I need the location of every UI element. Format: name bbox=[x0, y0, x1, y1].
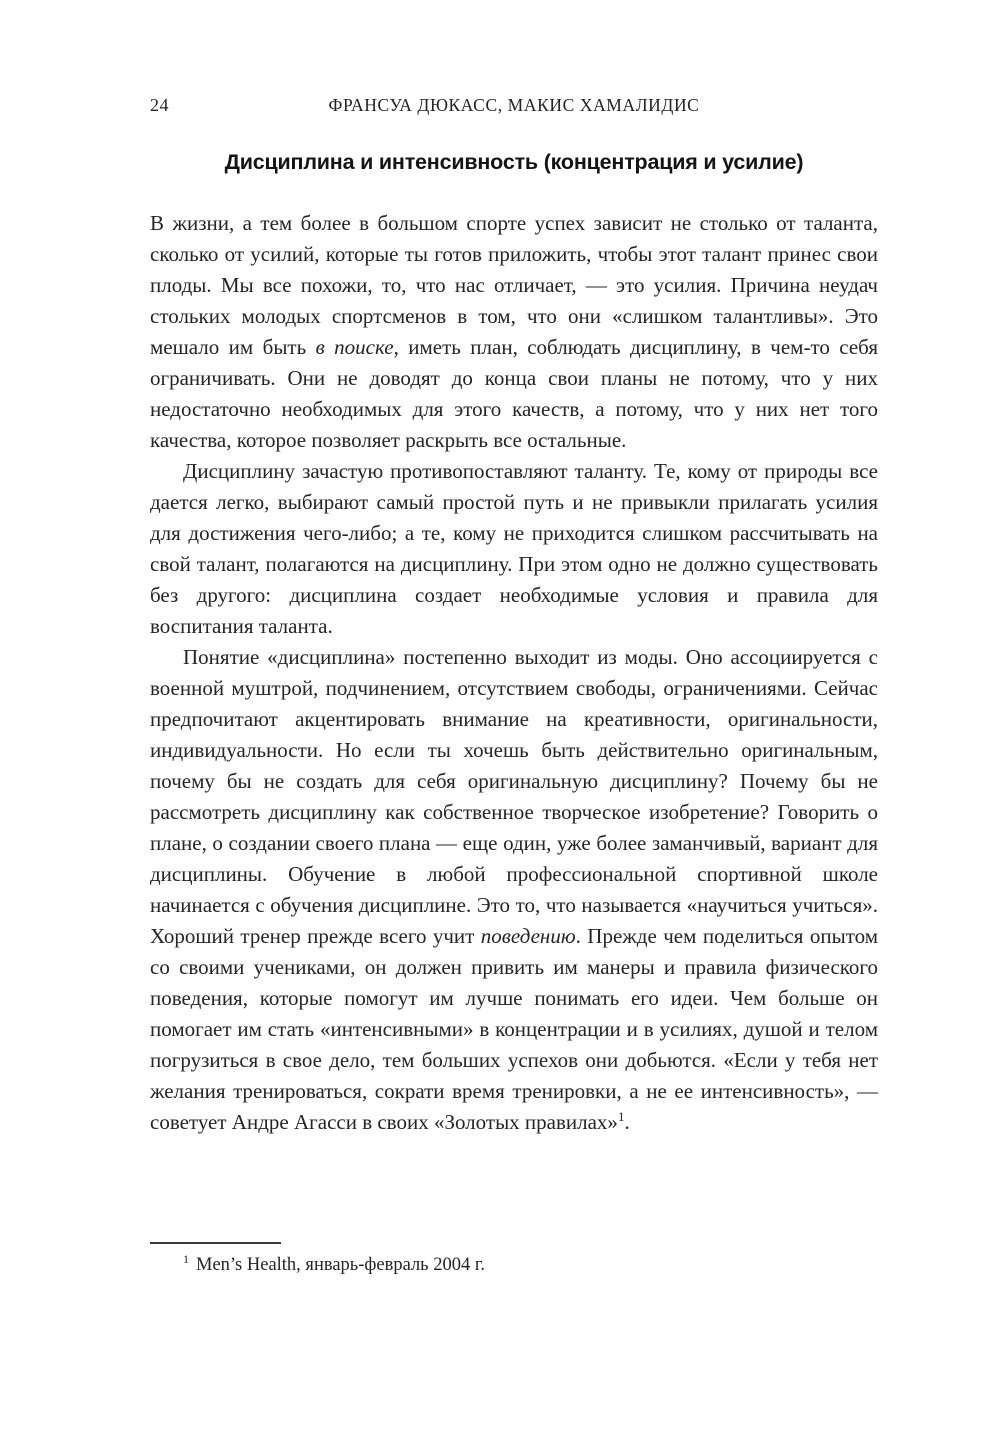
footnote-marker: 1 bbox=[183, 1251, 189, 1266]
body-text bbox=[150, 208, 878, 1138]
section-title: Дисциплина и интенсивность (концентрация и усилие) bbox=[224, 150, 804, 174]
footnote-rule bbox=[150, 1242, 281, 1244]
page-number: 24 bbox=[150, 95, 169, 115]
page-header bbox=[150, 93, 878, 117]
footnote-source: Men’s Health, январь-февраль 2004 г. bbox=[196, 1255, 485, 1275]
paragraph: В жизни, а тем более в большом спорте успех зависит не столько от таланта, сколько от усилий, которые ты готов приложить, чтобы этот талант принес свои плоды. Мы все похожи, то, что нас отличает, — это усилия. Причина неудач стольких молодых спортсменов в том, что они «слишком талантливы». Это мешало им быть в поиске, иметь план, соблюдать дисциплину, в чем-то себя ограничивать. Они не доводят до конца свои планы не потому, что у них недостаточно необходимых для этого качеств, а потому, что у них нет того качества, которое позволяет раскрыть все остальные. bbox=[150, 211, 878, 452]
paragraph: Дисциплину зачастую противопоставляют таланту. Те, кому от природы все дается легко, выбирают самый простой путь и не привыкли прилагать усилия для достижения чего-либо; а те, кому не приходится слишком рассчитывать на свой талант, полагаются на дисциплину. При этом одно не должно существовать без другого: дисциплина создает необходимые условия и правила для воспитания таланта. bbox=[150, 459, 878, 638]
footnote-area bbox=[150, 1242, 878, 1278]
paragraph: Понятие «дисциплина» постепенно выходит из моды. Оно ассоциируется с военной муштрой, подчинением, отсутствием свободы, ограничениями. Сейчас предпочитают акцентировать внимание на креативности, оригинальности, индивидуальности. Но если ты хочешь быть действительно оригинальным, почему бы не создать для себя оригинальную дисциплину? Почему бы не рассмотреть дисциплину как собственное творческое изобретение? Говорить о плане, о создании своего плана — еще один, уже более заманчивый, вариант для дисциплины. Обучение в любой профессиональной спортивной школе начинается с обучения дисциплине. Это то, что называется «научиться учиться». Хороший тренер прежде всего учит поведению. Прежде чем поделиться опытом со своими учениками, он должен привить им манеры и правила физического поведения, которые помогут им лучше понимать его идеи. Чем больше он помогает им стать «интенсивными» в концентрации и в усилиях, душой и телом погрузиться в свое дело, тем больших успехов они добьются. «Если у тебя нет желания тренироваться, сократи время тренировки, а не ее интенсивность», — советует Андре Агасси в своих «Золотых правилах»$^1$. bbox=[150, 645, 878, 1134]
running-head: ФРАНСУА ДЮКАСС, МАКИС ХАМАЛИДИС bbox=[328, 95, 700, 115]
footnote bbox=[150, 1252, 878, 1278]
